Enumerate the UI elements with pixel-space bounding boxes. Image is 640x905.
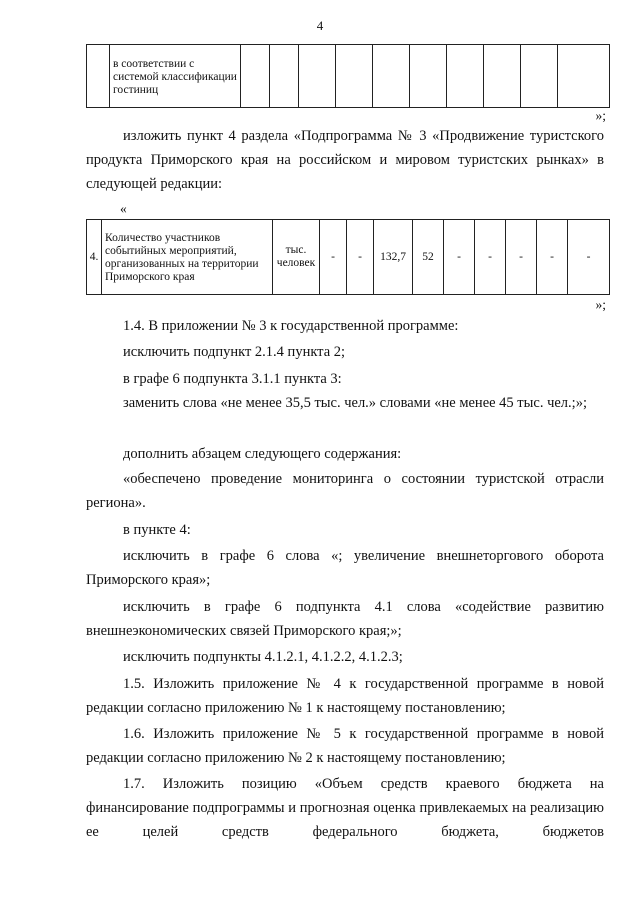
paragraph: исключить подпункт 2.1.4 пункта 2;	[123, 344, 346, 360]
paragraph: исключить в графе 6 слова «; увеличение внешнеторгового оборота Приморского края»;	[86, 548, 604, 588]
table-cell	[270, 45, 299, 108]
closing-quote: »;	[595, 108, 606, 123]
indicator-cell	[102, 220, 273, 295]
table-cell	[299, 45, 336, 108]
indicator-table	[86, 219, 610, 295]
value-cell: 52	[413, 220, 444, 295]
table-row	[87, 220, 610, 295]
value-cell: -	[475, 220, 506, 295]
value-cell: -	[568, 220, 610, 295]
table-cell	[521, 45, 558, 108]
page-number: 4	[316, 18, 324, 33]
value-cell: -	[444, 220, 475, 295]
table-cell	[336, 45, 373, 108]
paragraph: изложить пункт 4 раздела «Подпрограмма № 3 «Продвижение туристского продукта Приморского края на российском и мировом туристских рынках» в следующей редакции:	[86, 128, 604, 192]
paragraph: 1.6. Изложить приложение № 5 к государственной программе в новой редакции согласно приложению № 2 к настоящему постановлению;	[86, 726, 604, 766]
classification-text: в соответствии с системой классификации гостиниц	[113, 57, 237, 96]
table-cell	[110, 45, 241, 108]
paragraph: в пункте 4:	[123, 522, 191, 538]
indicator-text: Количество участников событийных мероприятий, организованных на территории Приморского края	[105, 231, 259, 283]
classification-table-fragment	[86, 44, 610, 108]
paragraph: в графе 6 подпункта 3.1.1 пункта 3:	[123, 371, 342, 387]
table-cell	[241, 45, 270, 108]
paragraph: исключить подпункты 4.1.2.1, 4.1.2.2, 4.1.2.3;	[123, 649, 403, 665]
paragraph: 1.4. В приложении № 3 к государственной программе:	[123, 318, 459, 334]
opening-quote: «	[120, 201, 127, 216]
paragraph: заменить слова «не менее 35,5 тыс. чел.» словами «не менее 45 тыс. чел.;»;	[123, 395, 587, 411]
row-number-cell: 4.	[87, 220, 102, 295]
paragraph: «обеспечено проведение мониторинга о состоянии туристской отрасли региона».	[86, 471, 604, 511]
value-cell: -	[347, 220, 374, 295]
table-row	[87, 45, 610, 108]
value-cell: 132,7	[374, 220, 413, 295]
value-cell: -	[537, 220, 568, 295]
paragraph: дополнить абзацем следующего содержания:	[123, 446, 402, 462]
unit-cell: тыс. человек	[273, 220, 320, 295]
paragraph: исключить в графе 6 подпункта 4.1 слова «содействие развитию внешнеэкономических связей Приморского края;»;	[86, 599, 604, 639]
paragraph: 1.5. Изложить приложение № 4 к государственной программе в новой редакции согласно приложению № 1 к настоящему постановлению;	[86, 676, 604, 716]
value-cell: -	[320, 220, 347, 295]
table-cell	[558, 45, 610, 108]
closing-quote: »;	[595, 297, 606, 312]
paragraph: 1.7. Изложить позицию «Объем средств краевого бюджета на финансирование подпрограммы и прогнозная оценка привлекаемых на реализацию ее целей средств федерального бюджета, бюджетов	[86, 776, 604, 840]
table-cell	[87, 45, 110, 108]
table-cell	[484, 45, 521, 108]
value-cell: -	[506, 220, 537, 295]
table-cell	[373, 45, 410, 108]
table-cell	[447, 45, 484, 108]
table-cell	[410, 45, 447, 108]
